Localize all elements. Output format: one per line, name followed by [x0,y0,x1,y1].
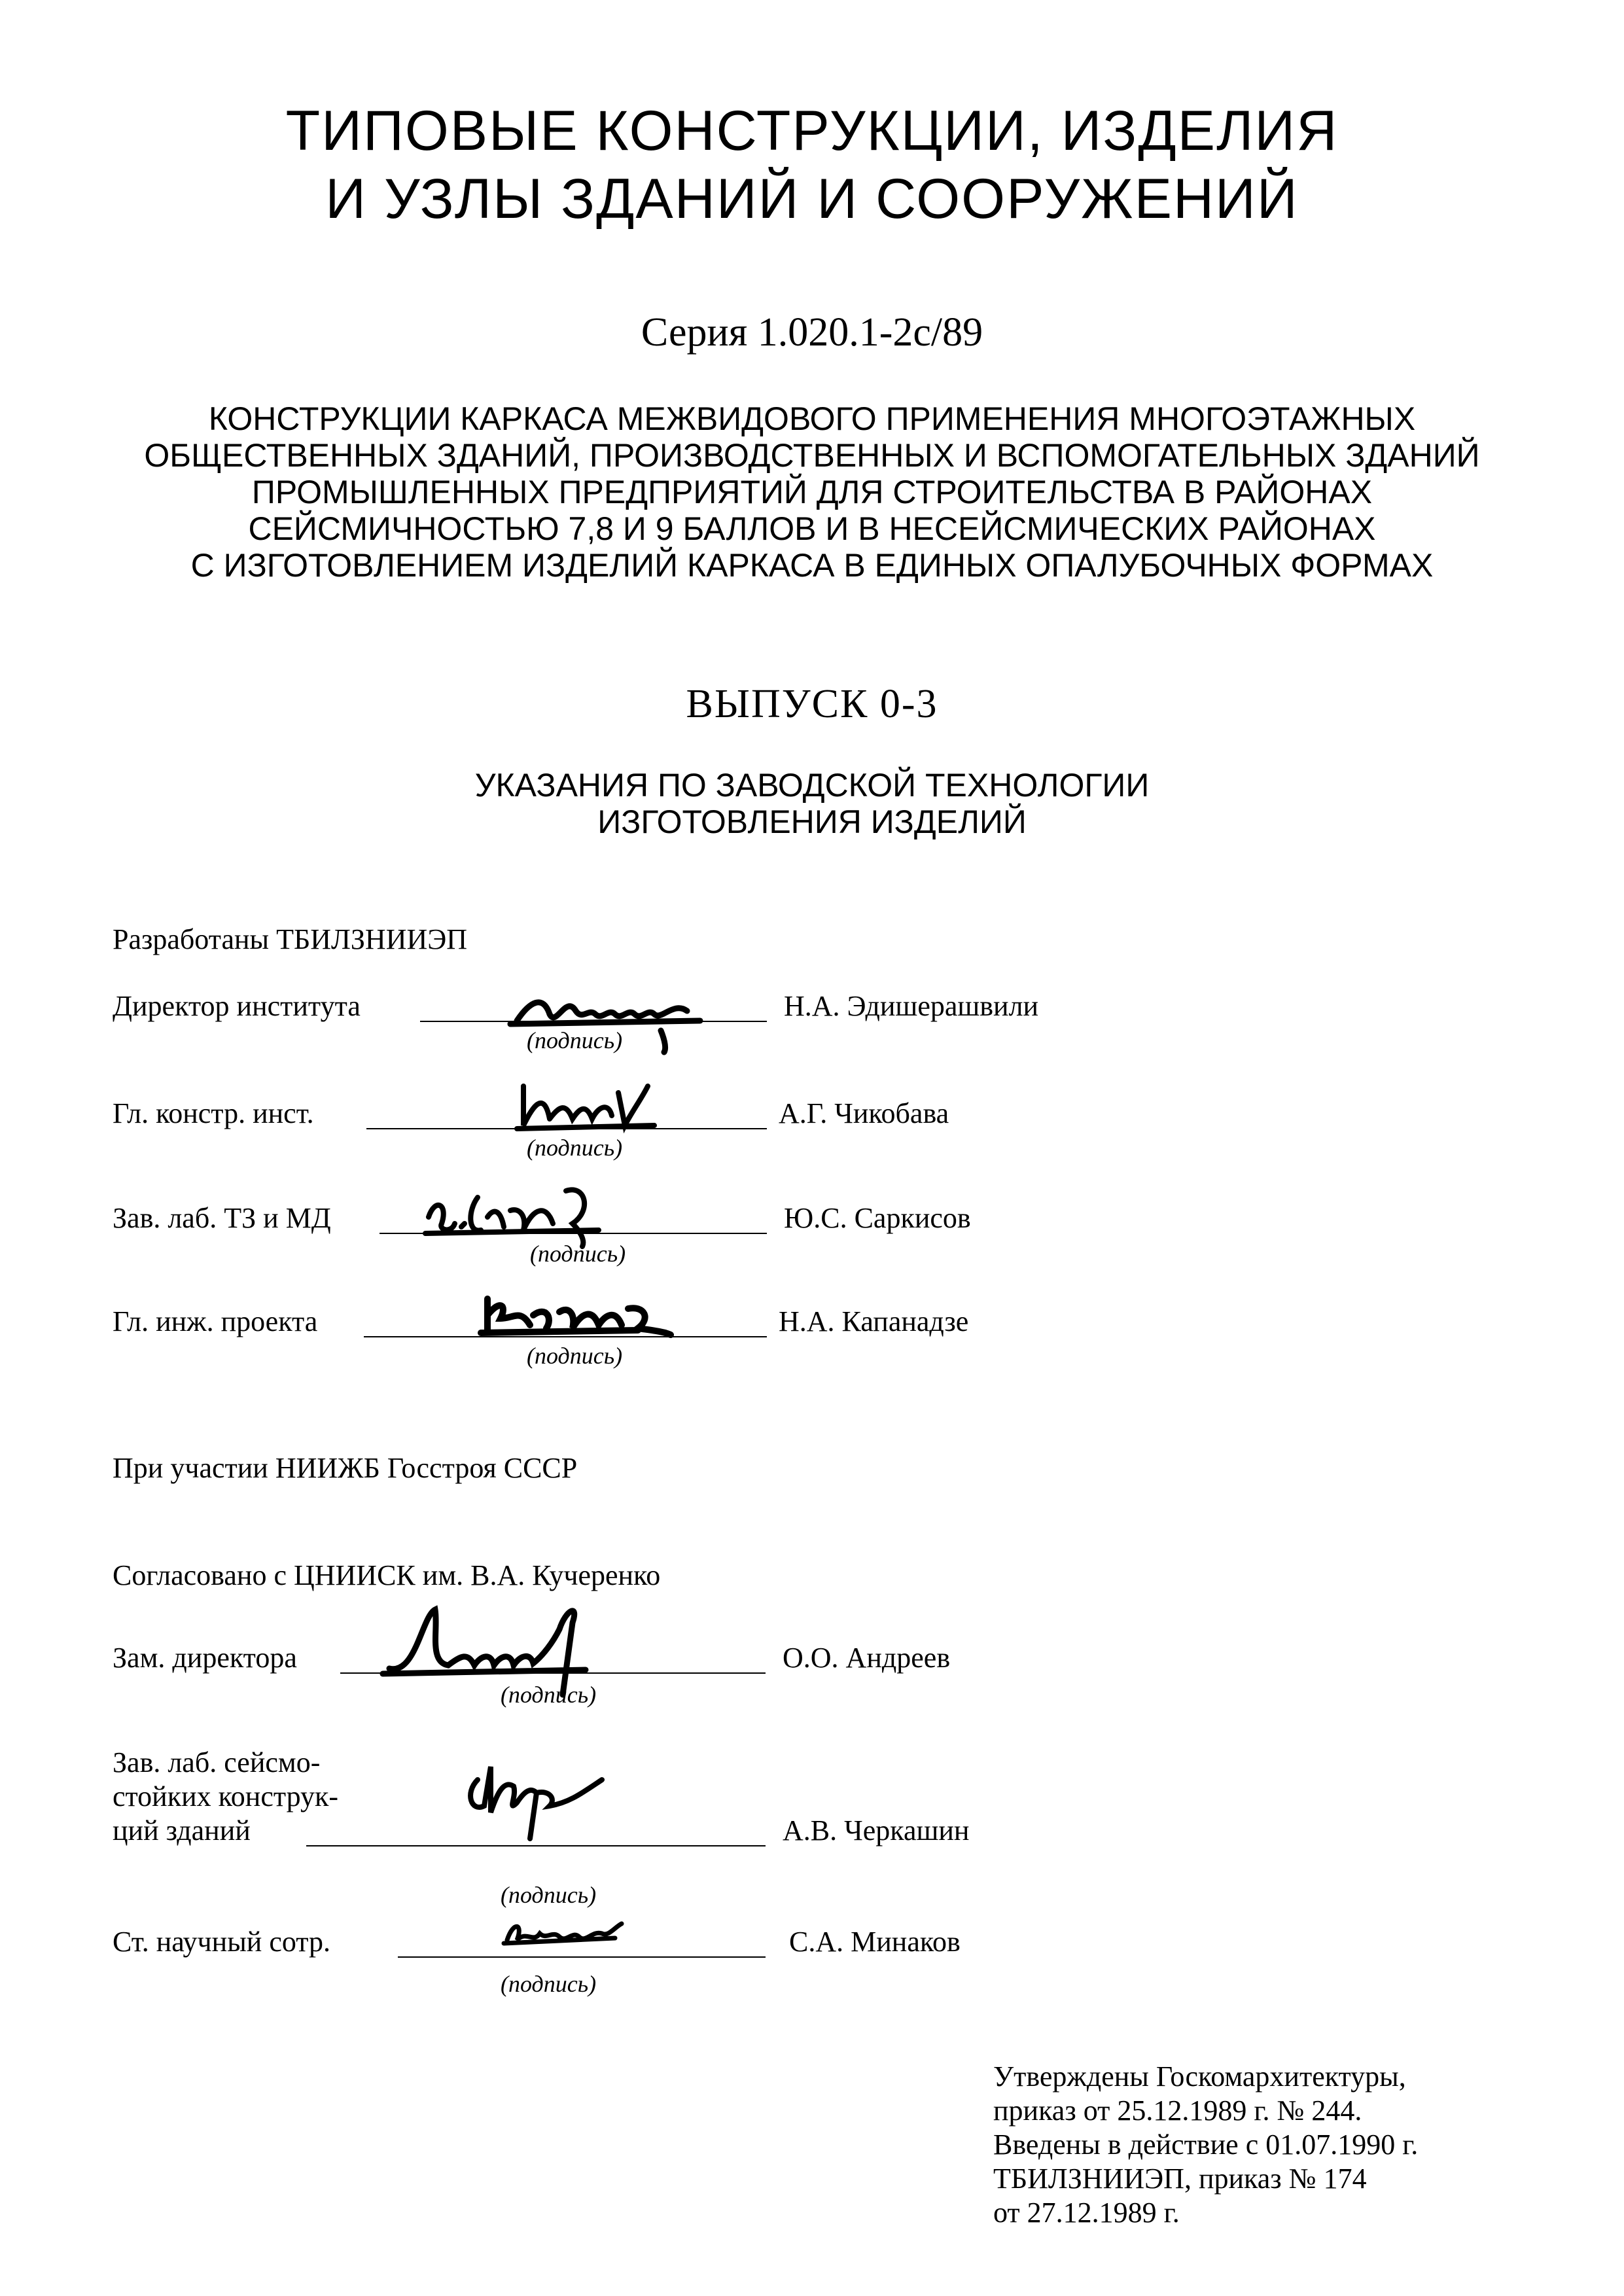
signature-caption: (подпись) [501,1882,597,1908]
signatory-name: Н.А. Эдишерашвили [784,990,1039,1022]
subtitle-line: ИЗГОТОВЛЕНИЯ ИЗДЕЛИЙ [597,804,1027,840]
participation-note: При участии НИИЖБ Госстроя СССР [113,1452,578,1484]
signatory-name: С.А. Минаков [789,1926,961,1958]
signatory-name: Ю.С. Саркисов [784,1202,971,1234]
role-line: ций зданий [113,1814,251,1846]
agreed-heading: Согласовано с ЦНИИСК им. В.А. Кучеренко [113,1559,661,1591]
series-description [0,400,1624,584]
signature-caption: (подпись) [527,1027,623,1053]
role-line: стойких конструк- [113,1780,339,1812]
title-line: ТИПОВЫЕ КОНСТРУКЦИИ, ИЗДЕЛИЯ [285,99,1339,162]
signature-line [306,1845,766,1846]
title-line: И УЗЛЫ ЗДАНИЙ И СООРУЖЕНИЙ [325,168,1299,230]
description-line: ПРОМЫШЛЕННЫХ ПРЕДПРИЯТИЙ ДЛЯ СТРОИТЕЛЬСТВА В РАЙОНАХ [251,474,1373,510]
document-title [0,97,1624,233]
description-line: ОБЩЕСТВЕННЫХ ЗДАНИЙ, ПРОИЗВОДСТВЕННЫХ И ВСПОМОГАТЕЛЬНЫХ ЗДАНИЙ [144,437,1480,474]
signature-caption: (подпись) [501,1971,597,1997]
approval-line: приказ от 25.12.1989 г. № 244. [993,2094,1362,2127]
signatory-role [113,1746,338,1848]
signature-caption: (подпись) [527,1343,623,1369]
signatory-role: Директор института [113,990,361,1022]
approval-note [993,2060,1418,2230]
signature-image [415,1178,612,1250]
signatory-name: А.Г. Чикобава [779,1097,949,1129]
signature-image [451,1740,615,1845]
signatory-role: Гл. инж. проекта [113,1305,318,1337]
signature-caption: (подпись) [501,1682,597,1708]
issue-subtitle [0,767,1624,840]
subtitle-line: УКАЗАНИЯ ПО ЗАВОДСКОЙ ТЕХНОЛОГИИ [474,767,1150,804]
signatory-role: Ст. научный сотр. [113,1926,331,1958]
signatory-name: Н.А. Капанадзе [779,1305,969,1337]
signatory-role: Зав. лаб. ТЗ и МД [113,1202,331,1234]
issue-number: ВЫПУСК 0-3 [686,682,938,726]
signatory-role: Гл. констр. инст. [113,1097,314,1129]
signatory-name: А.В. Черкашин [783,1814,970,1846]
signatory-name: О.О. Андреев [783,1642,951,1674]
description-line: КОНСТРУКЦИИ КАРКАСА МЕЖВИДОВОГО ПРИМЕНЕНИЯ МНОГОЭТАЖНЫХ [208,400,1416,437]
signature-image [468,1279,677,1351]
signature-caption: (подпись) [527,1135,623,1161]
signatory-role: Зам. директора [113,1642,297,1674]
signature-image [494,1904,631,1963]
developed-heading: Разработаны ТБИЛЗНИИЭП [113,923,468,955]
approval-line: Утверждены Госкомархитектуры, [993,2060,1406,2093]
approval-line: ТБИЛЗНИИЭП, приказ № 174 [993,2163,1367,2195]
description-line: С ИЗГОТОВЛЕНИЕМ ИЗДЕЛИЙ КАРКАСА В ЕДИНЫХ ОПАЛУБОЧНЫХ ФОРМАХ [190,547,1434,584]
approval-line: Введены в действие с 01.07.1990 г. [993,2128,1419,2161]
approval-line: от 27.12.1989 г. [993,2197,1180,2229]
series-number: Серия 1.020.1-2с/89 [641,310,983,355]
role-line: Зав. лаб. сейсмо- [113,1746,321,1778]
description-line: СЕЙСМИЧНОСТЬЮ 7,8 И 9 БАЛЛОВ И В НЕСЕЙСМИЧЕСКИХ РАЙОНАХ [248,510,1376,547]
signature-caption: (подпись) [530,1241,626,1267]
